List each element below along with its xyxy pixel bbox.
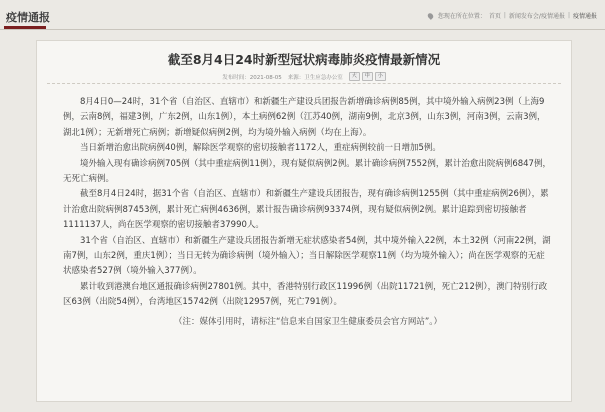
font-medium-button[interactable]: 中: [362, 72, 373, 81]
publish-date-value: 2021-08-05: [249, 74, 282, 81]
article-paragraph: 8月4日0—24时，31个省（自治区、直辖市）和新疆生产建设兵团报告新增确诊病例85例，其中境外输入病例23例（上海9例，云南8例，福建3例，广东2例，山东1例），本土病例62例（江苏40例，湖南9例，北京3例，山东3例，河南3例，云南3例，湖北1例）；无新增死亡病例；新增疑似病例2例，均为境外输入病例（均在上海）。: [63, 97, 546, 138]
source-value: 卫生应急办公室: [304, 74, 343, 81]
font-small-button[interactable]: 小: [375, 72, 386, 81]
top-bar: [0, 0, 605, 32]
section-title: 疫情通报: [6, 11, 50, 24]
breadcrumb-home-link[interactable]: 首页: [488, 13, 501, 20]
media-citation-note: （注：媒体引用时，请标注“信息来自国家卫生健康委员会官方网站”。）: [173, 316, 443, 327]
article-source: [288, 73, 343, 81]
article-paragraph: 截至8月4日24时，据31个省（自治区、直辖市）和新疆生产建设兵团报告，现有确诊病例1255例（其中重症病例26例），累计治愈出院病例87453例，累计死亡病例4636例，累计报告确诊病例93374例，现有疑似病例2例。累计追踪到密切接触者1111137人，尚在医学观察的密切接触者37990人。: [63, 189, 549, 231]
top-divider: [0, 29, 605, 30]
breadcrumb-current: 疫情通报: [572, 13, 597, 20]
breadcrumb-separator: |: [567, 12, 570, 19]
article-paragraph: 境外输入现有确诊病例705例（其中重症病例11例），现有疑似病例2例。累计确诊病例7552例，累计治愈出院病例6847例，无死亡病例。: [63, 158, 551, 185]
breadcrumb-press-link[interactable]: 新闻发布会/疫情通报: [508, 13, 565, 20]
article-body: [63, 95, 553, 330]
font-size-controls: [349, 72, 386, 81]
title-divider: [47, 83, 561, 85]
breadcrumb: [428, 11, 597, 20]
article-card: [36, 40, 572, 402]
publish-date-label: 发布时间：: [222, 74, 250, 81]
article-paragraph: 当日新增治愈出院病例40例，解除医学观察的密切接触者1172人，重症病例较前一日增加5例。: [80, 143, 441, 154]
publish-date: [222, 73, 281, 81]
source-label: 来源：: [287, 74, 305, 81]
breadcrumb-prefix: 您现在所在位置：: [437, 13, 486, 20]
location-pin-icon: [426, 12, 434, 20]
article-paragraph: 31个省（自治区、直辖市）和新疆生产建设兵团报告新增无症状感染者54例，其中境外输入22例，本土32例（河南22例，湖南7例，山东2例，重庆1例）；当日无转为确诊病例（境外输入）；当日解除医学观察11例（均为境外输入）；尚在医学观察的无症状感染者527例（境外输入377例）。: [63, 235, 551, 277]
article-title: 截至8月4日24时新型冠状病毒肺炎疫情最新情况: [167, 52, 441, 67]
article-paragraph: 累计收到港澳台地区通报确诊病例27801例。其中，香港特别行政区11996例（出院11721例，死亡212例），澳门特别行政区63例（出院54例），台湾地区15742例（出院12957例，死亡791例）。: [63, 281, 548, 308]
font-large-button[interactable]: 大: [349, 72, 360, 81]
breadcrumb-separator: |: [503, 12, 506, 19]
article-meta: [37, 72, 571, 81]
